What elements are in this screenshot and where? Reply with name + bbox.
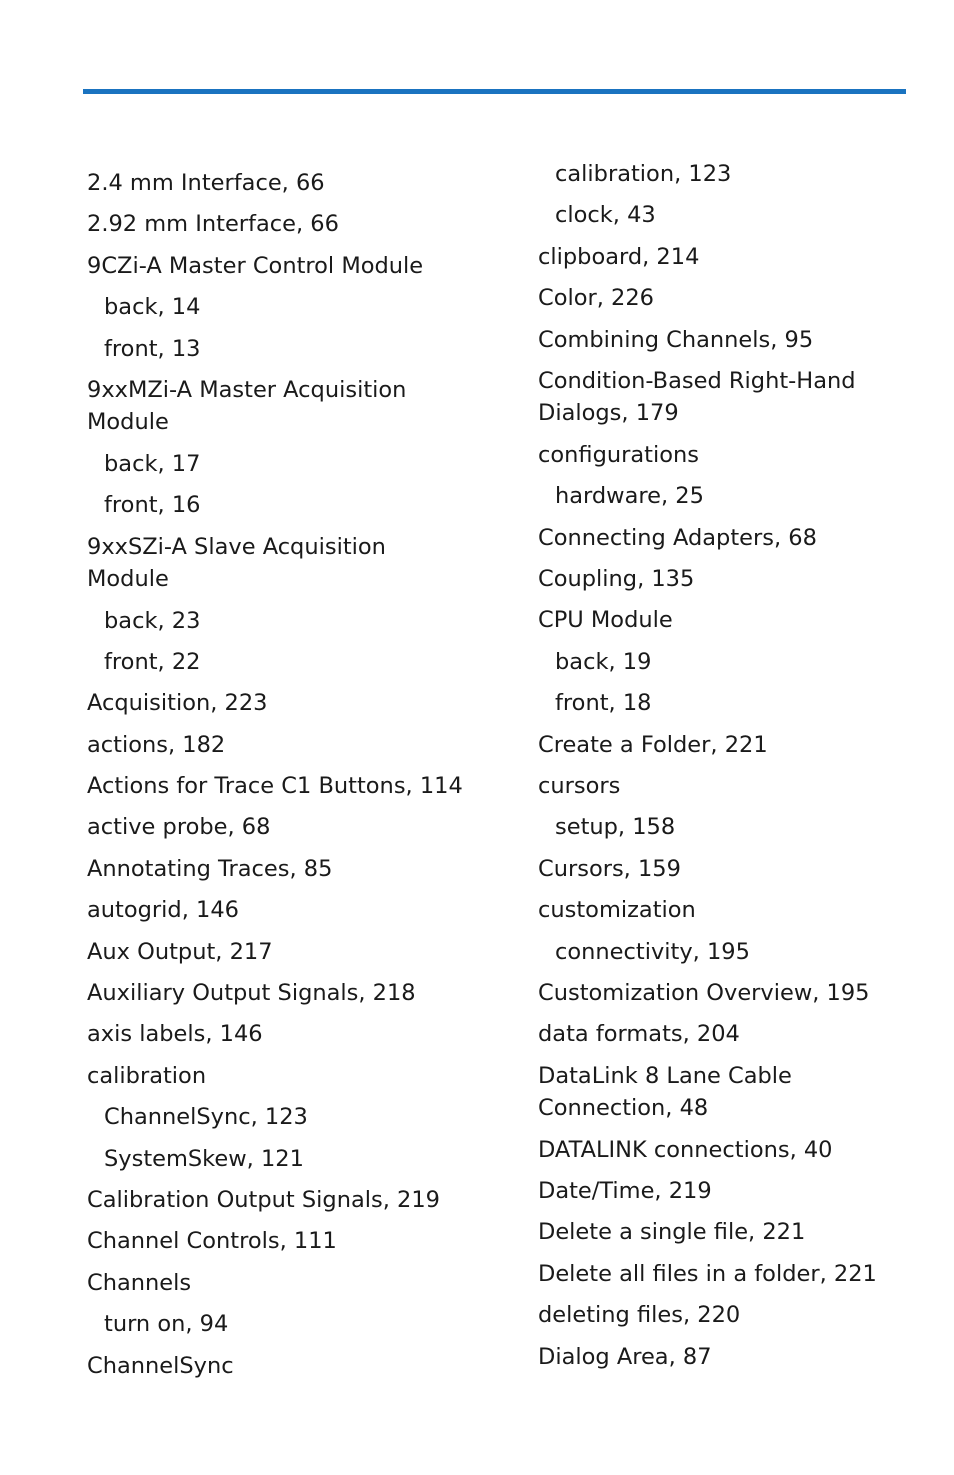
index-entry: 2.92 mm Interface, 66 (87, 211, 339, 238)
index-entry: actions, 182 (87, 731, 226, 758)
index-subentry: calibration, 123 (555, 161, 732, 187)
index-subentry: connectivity, 195 (555, 938, 750, 965)
index-subentry: back, 17 (104, 450, 201, 477)
index-entry: axis labels, 146 (87, 1021, 263, 1048)
index-entry: Date/Time, 219 (538, 1177, 712, 1204)
index-entry: 9xxMZi-A Master Acquisition Module (87, 376, 407, 436)
index-entry: Actions for Trace C1 Buttons, 114 (87, 773, 463, 800)
index-entry: configurations (538, 441, 699, 468)
index-subentry: front, 22 (104, 648, 201, 675)
index-subentry: front, 18 (555, 690, 652, 717)
index-entry: cursors (538, 772, 621, 799)
index-entry: Dialog Area, 87 (538, 1343, 712, 1370)
index-entry: CPU Module (538, 607, 673, 634)
index-entry: Annotating Traces, 85 (87, 855, 333, 882)
index-entry: clipboard, 214 (538, 243, 700, 270)
index-entry: Delete all files in a folder, 221 (538, 1260, 877, 1287)
index-subentry: turn on, 94 (104, 1311, 229, 1338)
index-subentry: ChannelSync, 123 (104, 1104, 308, 1131)
index-entry: 2.4 mm Interface, 66 (87, 170, 325, 196)
index-entry: data formats, 204 (538, 1021, 740, 1048)
index-entry: Condition-Based Right-Hand Dialogs, 179 (538, 367, 856, 427)
index-entry: deleting files, 220 (538, 1302, 741, 1329)
index-entry: Customization Overview, 195 (538, 979, 870, 1006)
index-entry: Create a Folder, 221 (538, 731, 768, 758)
index-entry: Aux Output, 217 (87, 938, 273, 965)
index-entry: ChannelSync (87, 1352, 234, 1379)
index-column-left (87, 167, 487, 1391)
index-subentry: back, 23 (104, 607, 201, 634)
header-rule (83, 89, 906, 94)
index-entry: Auxiliary Output Signals, 218 (87, 980, 416, 1007)
index-column-right (538, 158, 938, 1382)
index-entry: Acquisition, 223 (87, 690, 268, 717)
index-entry: customization (538, 897, 696, 924)
index-entry: DataLink 8 Lane Cable Connection, 48 (538, 1062, 792, 1122)
index-subentry: clock, 43 (555, 202, 656, 229)
index-entry: Coupling, 135 (538, 566, 695, 593)
index-subentry: setup, 158 (555, 814, 676, 841)
index-subentry: back, 19 (555, 648, 652, 675)
index-entry: 9xxSZi-A Slave Acquisition Module (87, 533, 386, 593)
index-entry: Delete a single file, 221 (538, 1219, 806, 1246)
index-entry: Channel Controls, 111 (87, 1228, 337, 1255)
index-entry: 9CZi-A Master Control Module (87, 252, 424, 279)
index-entry: calibration (87, 1062, 207, 1089)
index-entry: autogrid, 146 (87, 897, 239, 924)
index-entry: Combining Channels, 95 (538, 326, 814, 353)
index-subentry: back, 14 (104, 294, 201, 321)
index-entry: DATALINK connections, 40 (538, 1136, 833, 1163)
index-entry: Connecting Adapters, 68 (538, 524, 817, 551)
index-entry: Cursors, 159 (538, 855, 681, 882)
index-subentry: SystemSkew, 121 (104, 1145, 304, 1172)
index-subentry: front, 13 (104, 335, 201, 362)
index-subentry: front, 16 (104, 492, 201, 519)
index-entry: Channels (87, 1269, 192, 1296)
index-entry: Color, 226 (538, 285, 654, 312)
index-entry: Calibration Output Signals, 219 (87, 1186, 440, 1213)
index-entry: active probe, 68 (87, 814, 271, 841)
index-subentry: hardware, 25 (555, 483, 704, 510)
